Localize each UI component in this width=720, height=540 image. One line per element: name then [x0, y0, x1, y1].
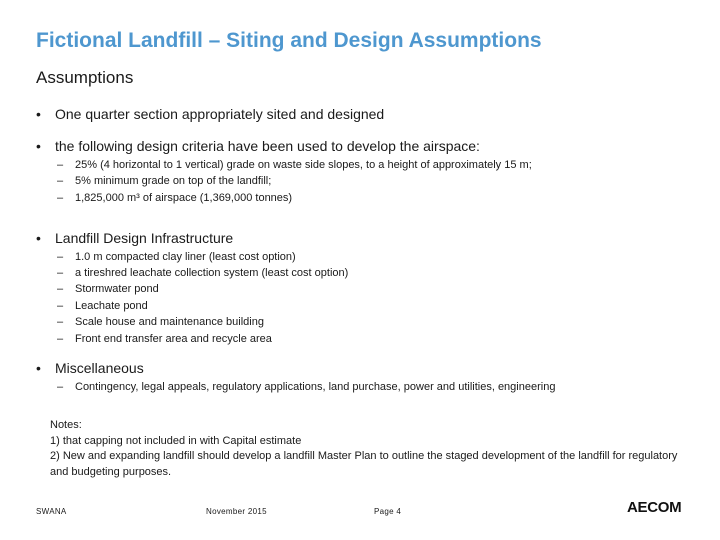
sub-bullet-text: Front end transfer area and recycle area — [75, 333, 272, 345]
sub-bullet-item — [57, 265, 348, 281]
bullet-marker: • — [36, 106, 41, 122]
notes-block — [50, 418, 690, 480]
sub-bullet-item — [57, 173, 271, 189]
dash-marker: – — [57, 316, 64, 328]
bullet-text: One quarter section appropriately sited and designed — [55, 106, 385, 122]
bullet-item — [36, 230, 233, 246]
aecom-logo: AECOM — [627, 499, 682, 516]
sub-bullet-text: 5% minimum grade on top of the landfill; — [75, 175, 272, 187]
dash-marker: – — [57, 159, 64, 171]
notes-line: 1) that capping not included in with Capital estimate — [50, 434, 302, 447]
bullet-text: the following design criteria have been used to develop the airspace: — [55, 138, 480, 154]
sub-bullet-item — [57, 190, 292, 206]
bullet-item — [36, 360, 144, 376]
slide-title: Fictional Landfill – Siting and Design Assumptions — [36, 29, 542, 52]
sub-bullet-text: Contingency, legal appeals, regulatory applications, land purchase, power and utilities, engineering — [75, 381, 556, 393]
sub-bullet-text: 25% (4 horizontal to 1 vertical) grade on waste side slopes, to a height of approximately 15 m; — [75, 159, 532, 171]
sub-bullet-item — [57, 379, 555, 395]
sub-bullet-text: Scale house and maintenance building — [75, 316, 264, 328]
bullet-marker: • — [36, 360, 41, 376]
dash-marker: – — [57, 175, 64, 187]
dash-marker: – — [57, 251, 64, 263]
sub-bullet-item — [57, 157, 532, 173]
notes-heading: Notes: — [50, 419, 82, 431]
sub-bullet-item — [57, 298, 148, 314]
dash-marker: – — [57, 283, 64, 295]
sub-bullet-text: Leachate pond — [75, 300, 148, 312]
sub-bullet-text: 1.0 m compacted clay liner (least cost option) — [75, 251, 296, 263]
bullet-text: Landfill Design Infrastructure — [55, 230, 234, 246]
footer-date: November 2015 — [206, 507, 267, 516]
sub-bullet-item — [57, 249, 296, 265]
sub-bullet-text: a tireshred leachate collection system (least cost option) — [75, 267, 349, 279]
section-subtitle: Assumptions — [36, 68, 134, 87]
dash-marker: – — [57, 333, 64, 345]
dash-marker: – — [57, 192, 64, 204]
sub-bullet-item — [57, 314, 264, 330]
footer-org: SWANA — [36, 507, 67, 516]
notes-line: 2) New and expanding landfill should develop a landfill Master Plan to outline the staged development of the landfill for regulatory and budgeting purposes. — [50, 450, 678, 478]
dash-marker: – — [57, 267, 64, 279]
dash-marker: – — [57, 381, 64, 393]
bullet-item — [36, 106, 384, 122]
bullet-marker: • — [36, 230, 41, 246]
bullet-marker: • — [36, 138, 41, 154]
sub-bullet-item — [57, 331, 272, 347]
dash-marker: – — [57, 300, 64, 312]
bullet-text: Miscellaneous — [55, 360, 144, 376]
bullet-item — [36, 138, 480, 154]
sub-bullet-text: 1,825,000 m³ of airspace (1,369,000 tonnes) — [75, 192, 293, 204]
sub-bullet-item — [57, 281, 159, 297]
sub-bullet-text: Stormwater pond — [75, 283, 159, 295]
footer-page-number: Page 4 — [374, 507, 402, 516]
